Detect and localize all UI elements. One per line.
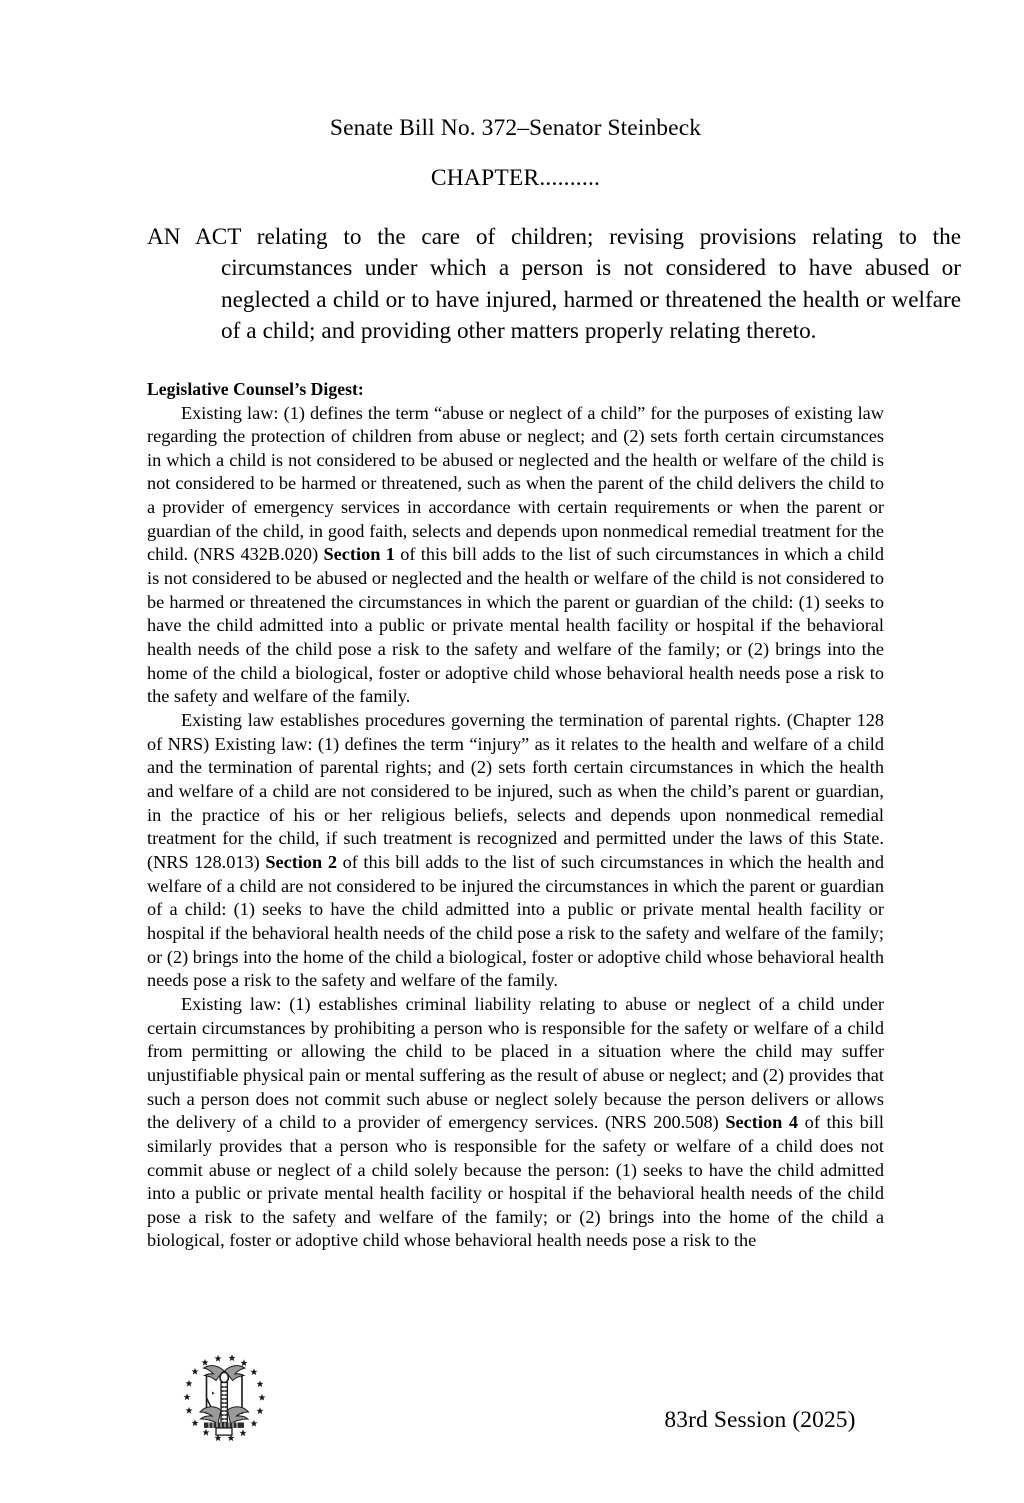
digest-paragraph-1 [147,402,884,710]
bill-title: Senate Bill No. 372–Senator Steinbeck [329,115,702,141]
nevada-legislature-seal-icon [178,1352,274,1452]
legislative-counsel-digest [147,378,884,1253]
digest-paragraph-2-text-before: Existing law establishes procedures governing the termination of parental rights. (Chapter 128 of NRS) Existing law: (1) defines the term “injury” as it relates to the health and welfare of a child and the termination of parental rights; and (2) sets forth certain circumstances in which the health and welfare of a child are not considered to be injured, such as when the child’s parent or guardian, in the practice of his or her religious beliefs, selects and depends upon nonmedical remedial treatment for the child, if such treatment is recognized and permitted under the laws of this State. (NRS 128.013) [147,710,884,872]
digest-paragraph-3-text-before: Existing law: (1) establishes criminal liability relating to abuse or neglect of a child under certain circumstances by prohibiting a person who is responsible for the safety or welfare of a child from permitting or allowing the child to be placed in a situation where the child may suffer unjustifiable physical pain or mental suffering as the result of abuse or neglect; and (2) provides that such a person does not commit such abuse or neglect solely because the person delivers or allows the delivery of a child to a provider of emergency services. (NRS 200.508) [147,993,884,1133]
digest-paragraph-2 [147,709,884,993]
section-reference-1: Section 1 [323,544,395,565]
chapter-line: CHAPTER.......... [430,165,601,191]
digest-paragraph-1-text-before: Existing law: (1) defines the term “abuse or neglect of a child” for the purposes of existing law regarding the protection of children from abuse or neglect; and (2) sets forth certain circumstances in which a child is not considered to be abused or neglected and the health or welfare of the child is not considered to be harmed or threatened, such as when the parent of the child delivers the child to a provider of emergency services in accordance with certain requirements or when the parent or guardian of the child, in good faith, selects and depends upon nonmedical remedial treatment for the child. (NRS 432B.020) [147,402,884,565]
digest-paragraph-1-text-after: of this bill adds to the list of such circumstances in which a child is not considered to be abused or neglected and the health or welfare of the child is not considered to be harmed or threatened the circumstances in which the parent or guardian of the child: (1) seeks to have the child admitted into a public or private mental health facility or hospital if the behavioral health needs of the child pose a risk to the safety and welfare of the family; or (2) brings into the home of the child a biological, foster or adoptive child whose behavioral health needs pose a risk to the safety and welfare of the family. [147,544,884,707]
digest-paragraph-2-text-after: of this bill adds to the list of such circumstances in which the health and welfare of a child are not considered to be injured the circumstances in which the parent or guardian of a child: (1) seeks to have the child admitted into a public or private mental health facility or hospital if the behavioral health needs of the child pose a risk to the safety and welfare of the family; or (2) brings into the home of the child a biological, foster or adoptive child whose behavioral health needs pose a risk to the safety and welfare of the family. [147,851,884,991]
act-statement: AN ACT relating to the care of children; revising provisions relating to the circumstances under which a person is not considered to have abused or neglected a child or to have injured, harmed or threatened the health or welfare of a child; and providing other matters properly relating thereto. [147,224,961,344]
digest-paragraph-3 [147,993,884,1253]
session-label: 83rd Session (2025) [664,1407,856,1433]
bill-header [147,113,884,193]
page-footer [0,1352,1024,1482]
digest-heading: Legislative Counsel’s Digest: [147,379,364,399]
digest-paragraph-3-text-after: of this bill similarly provides that a person who is responsible for the safety or welfare of a child does not commit abuse or neglect of a child solely because the person: (1) seeks to have the child admitted into a public or private mental health facility or hospital if the behavioral health needs of the child pose a risk to the safety and welfare of the family; or (2) brings into the home of the child a biological, foster or adoptive child whose behavioral health needs pose a risk to the [147,1112,884,1251]
section-reference-2: Section 2 [265,851,337,872]
section-reference-4: Section 4 [725,1112,799,1133]
